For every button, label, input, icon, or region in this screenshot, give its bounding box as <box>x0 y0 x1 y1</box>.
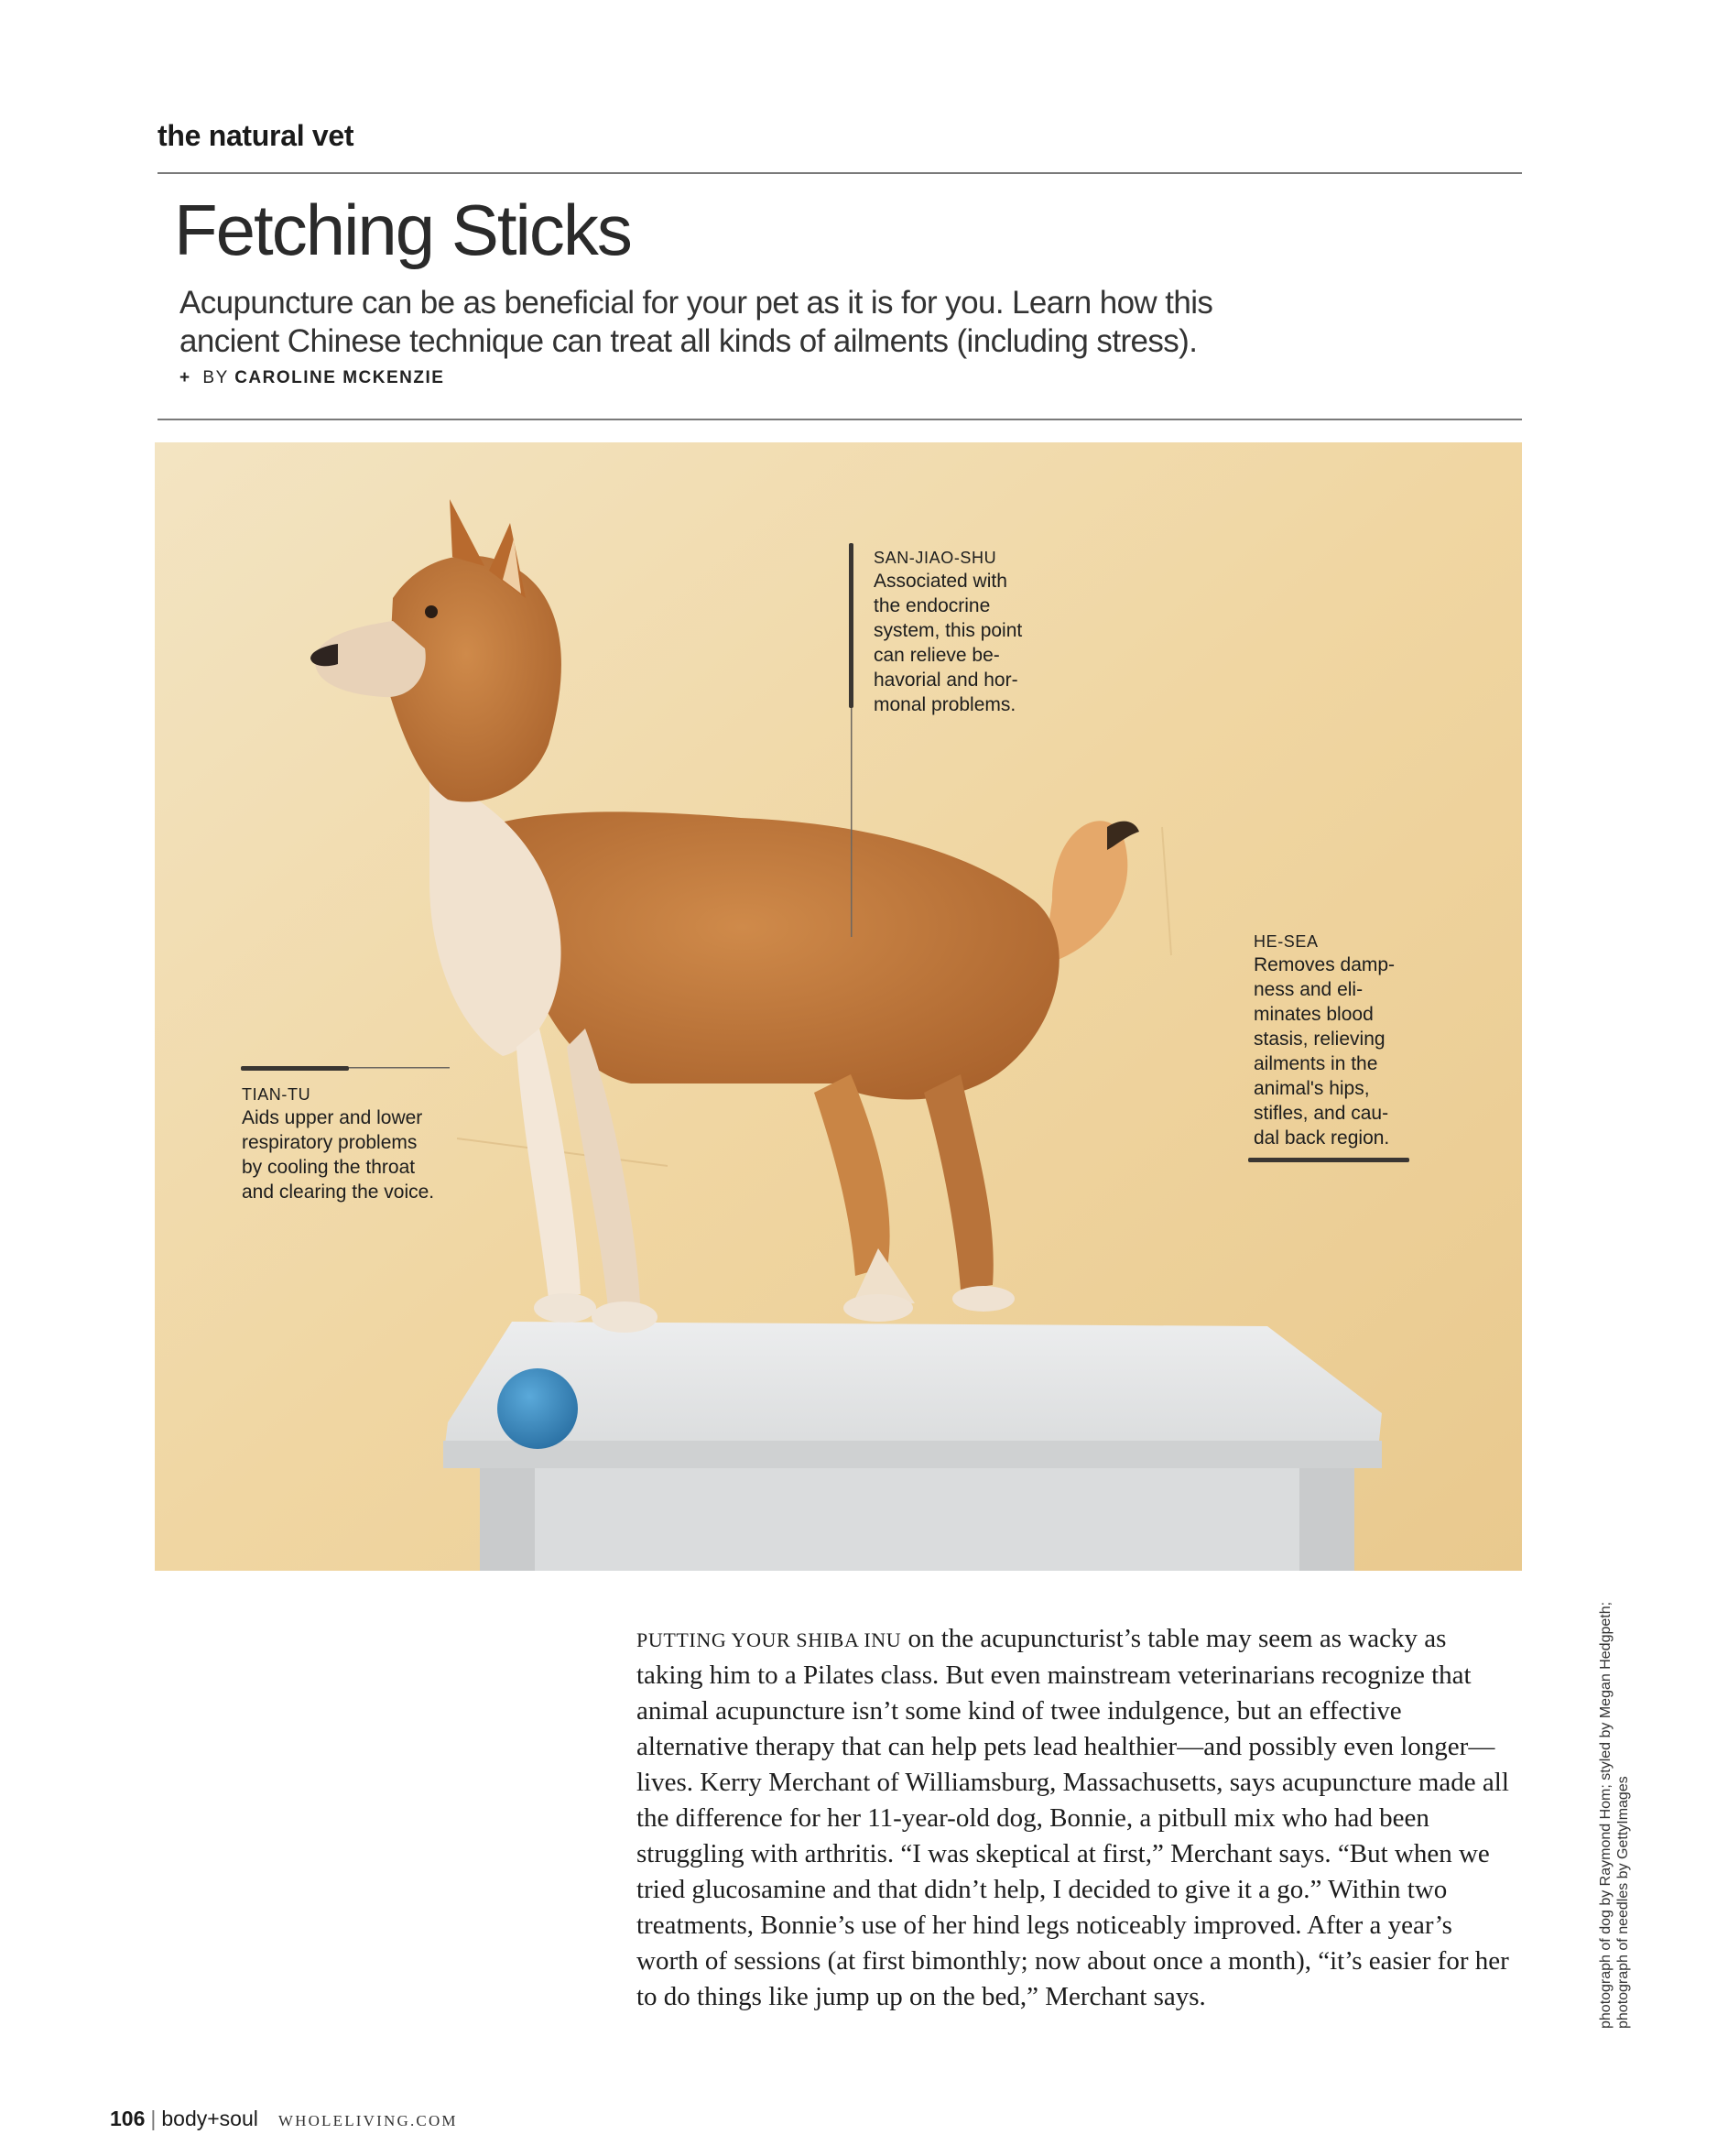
callout-title: SAN-JIAO-SHU <box>874 549 997 567</box>
bottom-divider <box>158 419 1522 420</box>
folio-separator: | <box>150 2107 157 2130</box>
blue-ball <box>497 1368 578 1449</box>
section-label: the natural vet <box>158 119 354 152</box>
plus-icon: + <box>179 368 191 387</box>
headline: Fetching Sticks <box>174 190 631 270</box>
deck-line: ancient Chinese technique can treat all kinds of ailments (including stress). <box>179 323 1198 359</box>
deck <box>179 284 1370 361</box>
callout-title: HE-SEA <box>1254 932 1319 951</box>
callout-san-jiao-shu <box>874 547 1084 717</box>
photo-credit <box>1598 1571 1632 2029</box>
page-number: 106 <box>110 2107 146 2130</box>
byline-author: CAROLINE MCKENZIE <box>234 368 445 387</box>
byline <box>179 368 444 388</box>
lead-in: PUTTING YOUR SHIBA INU <box>636 1628 902 1651</box>
callout-text: Removes damp- ness and eli- minates blood stasis, relieving ailments in the animal's hips, stifles, and cau- dal back region. <box>1254 954 1396 1149</box>
website: WHOLELIVING.COM <box>277 2112 458 2129</box>
folio <box>110 2107 458 2131</box>
callout-title: TIAN-TU <box>242 1085 311 1104</box>
article-body <box>636 1621 1516 2015</box>
callout-text: Associated with the endocrine system, this point can relieve be- havorial and hor- monal problems. <box>874 571 1023 715</box>
magazine-name: body+soul <box>161 2107 258 2130</box>
credit-line: photograph of dog by Raymond Hom; styled by Megan Hedgpeth; <box>1598 1601 1614 2029</box>
credit-line: photograph of needles by GettyImages <box>1615 1776 1631 2029</box>
article-paragraph <box>636 1621 1516 2015</box>
he-sea-needle <box>1248 1158 1409 1162</box>
callout-tian-tu <box>242 1083 480 1204</box>
byline-prefix: BY <box>202 368 229 387</box>
callout-text: Aids upper and lower respiratory problems by cooling the throat and clearing the voice. <box>242 1107 435 1203</box>
deck-line: Acupuncture can be as beneficial for your pet as it is for you. Learn how this <box>179 285 1213 321</box>
callout-he-sea <box>1254 931 1437 1150</box>
table <box>443 1322 1382 1571</box>
top-divider <box>158 172 1522 174</box>
paragraph-text: on the acupuncturist’s table may seem as wacky as taking him to a Pilates class. But even mainstream veterinarians recognize that animal acupuncture isn’t some kind of twee indulgence, but an effective alternative therapy that can help pets lead healthier—and possibly even longer—lives. Kerry Merchant of Williamsburg, Massachusetts, says acupuncture made all the difference for her 11-year-old dog, Bonnie, a pitbull mix who had been struggling with arthritis. “I was skeptical at first,” Merchant says. “But when we tried glucosamine and that didn’t help, I decided to give it a go.” Within two treatments, Bonnie’s use of her hind legs noticeably improved. After a year’s worth of sessions (at first bimonthly; now about once a month), “it’s easier for her to do things like jump up on the bed,” Merchant says. <box>636 1624 1509 2011</box>
